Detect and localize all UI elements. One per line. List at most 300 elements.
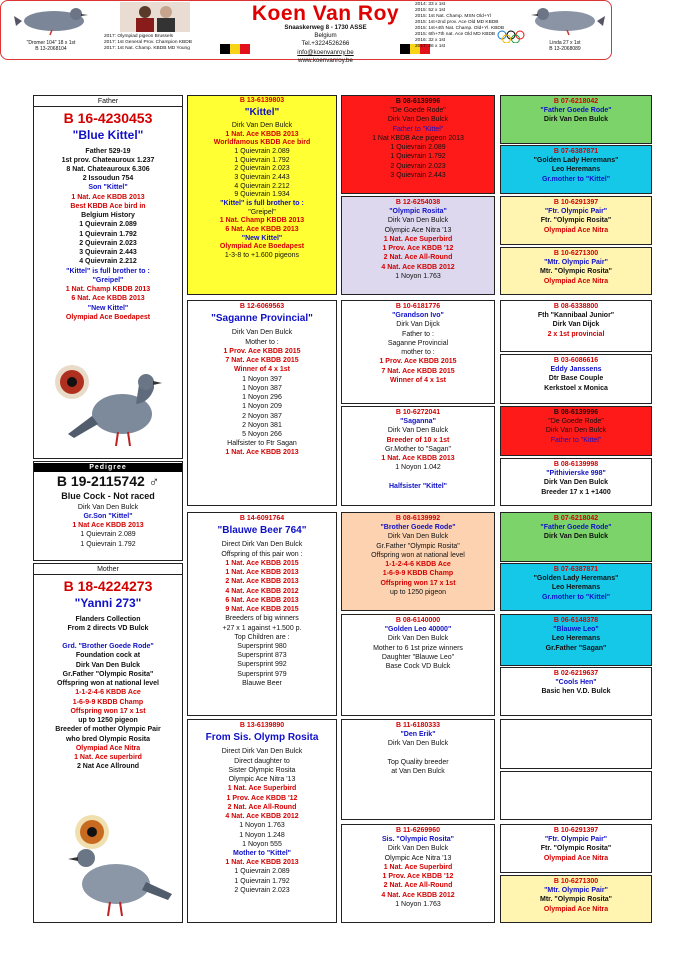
- info-line: "Father Goede Rode": [540, 107, 612, 115]
- info-line: Father 529-19: [85, 147, 131, 155]
- info-line: "Cools Hen": [555, 679, 597, 687]
- gen4-lines: [501, 574, 651, 602]
- info-line: 1 Quievrain 2.089: [390, 144, 446, 152]
- info-line: "New Kittel": [87, 304, 129, 312]
- gen4-card: [500, 824, 652, 873]
- info-line: 1 Noyon 397: [242, 375, 282, 383]
- gen4-lines: [501, 156, 651, 184]
- gen4-card: [500, 614, 652, 666]
- info-line: Fth "Kannibaal Junior": [537, 312, 615, 320]
- info-line: 1 Nat. Ace KBDB 2013: [225, 569, 299, 577]
- address-line: www.koenvanroy.be: [298, 56, 353, 64]
- gen3-lines: [342, 311, 494, 385]
- info-line: Dirk Van Dijck: [396, 321, 440, 329]
- info-line: "Saganna": [400, 418, 436, 426]
- info-line: 3 Quievrain 2.443: [79, 249, 137, 257]
- gen2-lines: [188, 122, 336, 261]
- info-line: Leo Heremans: [551, 635, 601, 643]
- gen4-card: [500, 196, 652, 245]
- info-line: 1 Prov. Ace KBDB 2015: [379, 358, 457, 366]
- gen4-ring: B 08-6139996: [553, 409, 599, 416]
- info-line: 1-6-9-9 KBDB Champ: [382, 570, 454, 578]
- info-line: Supersprint 980: [237, 643, 287, 650]
- info-line: Dirk Van Den Bulck: [543, 479, 609, 487]
- info-line: 2 Nat. Ace All-Round: [383, 882, 453, 890]
- gen4-card: [500, 300, 652, 352]
- father-pigeon-photo-icon: [62, 358, 174, 456]
- info-line: up to 1250 pigeon: [78, 717, 138, 725]
- info-line: Olympiad Ace Nitra: [543, 277, 609, 285]
- address-line: Tel.+3224526266: [301, 40, 350, 48]
- info-line: Best KBDB Ace bird in: [70, 202, 146, 210]
- info-line: 1 Nat Ace KBDB 2013: [72, 522, 144, 530]
- info-line: Dirk Van Den Bulck: [75, 661, 141, 669]
- info-line: Olympic Ace Nitra '13: [384, 854, 452, 862]
- info-line: Offspring won 17 x 1st: [380, 579, 456, 587]
- info-line: Gr.Mother to "Sagan": [384, 445, 452, 453]
- gen2-name: "Blauwe Beer 764": [217, 525, 307, 537]
- info-line: 1 Nat. Champ KBDB 2013: [65, 286, 151, 294]
- gen4-lines: [501, 469, 651, 497]
- info-line: 2 Issoudun 754: [82, 175, 134, 183]
- pigeon-right-icon: [525, 4, 605, 36]
- gen3-card: [341, 196, 495, 295]
- info-line: 4 Nat. Ace KBDB 2012: [225, 587, 299, 595]
- info-line: Top Quality breeder: [387, 758, 449, 766]
- info-line: Dirk Van Den Bulck: [231, 122, 293, 130]
- gen3-ring: B 08-6139996: [395, 98, 441, 105]
- gen3-ring: B 11-6269960: [396, 827, 440, 834]
- info-line: 1 Noyon 296: [242, 394, 282, 402]
- info-line: "De Goede Rode": [390, 107, 446, 115]
- gen3-lines: [342, 417, 494, 491]
- info-line: 6 Nat. Ace KBDB 2013: [225, 596, 299, 604]
- info-line: 1 Prov. Ace KBDB '12: [382, 245, 454, 253]
- address-line: Belgium: [314, 32, 337, 40]
- info-line: "Mtr. Olympic Pair": [544, 887, 608, 895]
- gen3-ring: B 10-6272041: [395, 409, 441, 416]
- gen2-ring: B 13-6139890: [239, 722, 285, 729]
- right-caption: [530, 40, 600, 52]
- gen4-ring: B 10-6291397: [553, 199, 599, 206]
- info-line: Belgium History: [81, 212, 135, 220]
- info-line: Dirk Van Den Bulck: [387, 635, 449, 643]
- info-line: Halfsister "Kittel": [389, 482, 447, 490]
- belgian-flag-left-icon: [220, 44, 250, 54]
- caption-line: B 13-2068104: [35, 46, 67, 52]
- info-line: 2 Nat Ace Allround: [76, 763, 140, 771]
- gen3-ring: B 11-6180333: [396, 722, 440, 729]
- gen4-card: [500, 667, 652, 716]
- info-line: 1 Noyon 555: [242, 840, 282, 848]
- info-line: 1 Nat. Ace KBDB 2013: [225, 130, 299, 138]
- info-line: Dirk Van Den Bulck: [387, 533, 449, 541]
- info-line: 1 Noyon 1.763: [239, 822, 285, 830]
- gen4-lines: [501, 258, 651, 286]
- gen3-card: [341, 719, 495, 820]
- info-line: "Kittel" is full brother to :: [220, 200, 304, 208]
- gen3-ring: B 10-6181776: [395, 303, 441, 310]
- info-line: 1 Quievrain 2.089: [79, 221, 137, 229]
- info-line: Mother to :: [245, 338, 279, 346]
- info-line: "Mtr. Olympic Pair": [544, 259, 608, 267]
- info-line: Breeder 17 x 1 +1400: [541, 488, 611, 496]
- gen3-ring: B 08-6139992: [395, 515, 441, 522]
- info-line: 9 Nat. Ace KBDB 2015: [225, 606, 299, 614]
- info-line: From 2 directs VD Bulck: [67, 624, 149, 632]
- gen4-lines: [501, 311, 651, 339]
- info-line: Supersprint 873: [237, 652, 287, 660]
- info-line: 1-1-2-4-6 KBDB Ace: [75, 689, 141, 697]
- info-line: Offspring won at national level: [371, 551, 465, 559]
- father-lines: [34, 147, 182, 322]
- info-line: 2016: 32 x 1st: [415, 37, 446, 43]
- info-line: 1 Nat. Ace KBDB 2013: [225, 859, 299, 867]
- info-line: Gr.Son "Kittel": [83, 512, 133, 520]
- info-line: Top Children are :: [234, 633, 290, 641]
- info-line: 4 Nat. Ace KBDB 2012: [381, 263, 455, 271]
- gen4-card: [500, 145, 652, 194]
- pedigree-card: [33, 461, 183, 561]
- gen3-lines: [342, 106, 494, 180]
- breeder-name: Koen Van Roy: [251, 2, 400, 25]
- caption-line: B 13-2068089: [549, 46, 581, 52]
- info-line: Breeder of mother Olympic Pair: [55, 726, 161, 734]
- info-line: 1 Quievrain 1.792: [79, 230, 137, 238]
- info-line: 3 Quievrain 2.443: [390, 171, 446, 179]
- info-line: 1 Noyon 1.248: [239, 831, 285, 839]
- info-line: "Golden Leo 40000": [384, 626, 452, 634]
- gen2-card: [187, 95, 337, 295]
- gen4-ring: B 08-6338800: [553, 303, 599, 310]
- info-line: 1-1-2-4-6 KBDB Ace: [385, 561, 451, 569]
- info-line: Supersprint 979: [237, 670, 287, 678]
- info-line: "New Kittel": [241, 234, 283, 242]
- gen4-card: [500, 563, 652, 611]
- info-line: 2015: 6th+7th nat. Ace Old MD KBDB: [415, 31, 496, 37]
- gen4-ring: B 07-6218042: [553, 515, 599, 522]
- info-line: 1 Nat. Ace Superbird: [383, 863, 453, 871]
- gen4-ring: B 10-6271300: [553, 250, 599, 257]
- info-line: 1 Nat. Ace KBDB 2013: [225, 449, 299, 457]
- info-line: Dirk Van Den Bulck: [543, 116, 609, 124]
- info-line: Dirk Van Den Bulck: [543, 533, 609, 541]
- info-line: 1 Noyon 387: [242, 384, 282, 392]
- info-line: 3 Quievrain 2.443: [234, 174, 290, 182]
- info-line: Kerkstoel x Monica: [544, 384, 608, 392]
- info-line: Olympiad Ace Nitra: [543, 854, 609, 862]
- info-line: "Den Erik": [400, 731, 436, 739]
- info-line: 2 Quievrain 2.023: [234, 165, 290, 173]
- info-line: 1st prov. Chateauroux 1.237: [61, 156, 155, 164]
- info-line: up to 1250 pigeon: [389, 588, 447, 596]
- gen3-card: [341, 512, 495, 611]
- gen2-card: [187, 719, 337, 923]
- info-line: Olympiad Ace Nitra: [75, 744, 141, 752]
- info-line: "Olympic Rosita": [389, 208, 447, 216]
- mother-label: Mother: [34, 565, 182, 575]
- info-line: "Kittel" is full brother to :: [66, 267, 150, 275]
- caption-line: "Dromer 104" 18 x 1st: [26, 40, 76, 46]
- gen4-card: [500, 875, 652, 923]
- pedigree-label: Pedigree: [34, 463, 182, 472]
- gen4-ring: B 07-6387871: [553, 148, 599, 155]
- info-line: Saganne Provincial: [387, 339, 449, 347]
- info-line: Dirk Van Den Bulck: [387, 845, 449, 853]
- gen2-ring: B 13-6139803: [239, 97, 285, 104]
- gen4-card: [500, 406, 652, 456]
- info-line: at Van Den Bulck: [391, 768, 445, 776]
- info-line: Offspring won at national level: [57, 680, 159, 688]
- gen3-card: [341, 300, 495, 404]
- gen4-lines: [501, 207, 651, 235]
- info-line: Sis. "Olympic Rosita": [382, 836, 454, 844]
- gen2-name: "Saganne Provincial": [211, 313, 313, 325]
- info-line: Olympic Ace Nitra '13: [384, 226, 452, 234]
- info-line: Gr.mother to "Kittel": [541, 593, 611, 601]
- info-line: Gr.mother to "Kittel": [541, 175, 611, 183]
- info-line: Basic hen V.D. Bulck: [541, 688, 611, 696]
- info-line: Olympiad Ace Nitra: [543, 226, 609, 234]
- info-line: "Pithivierske 998": [546, 470, 606, 478]
- info-line: 2 Quievrain 2.023: [390, 162, 446, 170]
- award-line: 2017: Olympiad pigeon Brussels: [104, 34, 174, 39]
- mother-pigeon-photo-icon: [58, 836, 178, 920]
- info-line: Dtr Base Couple: [548, 375, 604, 383]
- gen4-lines: [501, 678, 651, 696]
- gen3-card: [341, 824, 495, 923]
- gen2-card: [187, 300, 337, 506]
- gen4-ring: B 07-6218042: [553, 98, 599, 105]
- info-line: Olympiad Ace Boedapest: [219, 243, 305, 251]
- gen4-lines: [501, 365, 651, 393]
- info-line: Direct daughter to: [234, 757, 290, 765]
- info-line: 1 Nat. Ace KBDB 2013: [381, 455, 455, 463]
- info-line: Father to :: [402, 330, 434, 338]
- gen2-ring: B 12-6069563: [239, 303, 285, 310]
- info-line: 1 Noyon 209: [242, 403, 282, 411]
- info-line: Ftr. "Olympic Rosita": [540, 217, 612, 225]
- info-line: Breeder of 10 x 1st: [386, 436, 450, 444]
- info-line: "Father Goede Rode": [540, 524, 612, 532]
- info-line: Winner of 4 x 1st: [390, 376, 446, 384]
- info-line: 1 Nat. Ace Superbird: [227, 785, 297, 793]
- info-line: Dirk Van Den Bulck: [231, 329, 293, 337]
- olympic-rings-icon: [497, 30, 525, 43]
- gen3-card: [341, 614, 495, 716]
- owner-photo-icon: [120, 2, 190, 32]
- info-line: "Grandson Ivo": [392, 312, 444, 320]
- gen4-ring: B 10-6271300: [553, 878, 599, 885]
- info-line: "Ftr. Olympic Pair": [544, 836, 608, 844]
- header-banner: [0, 0, 612, 64]
- pedigree-ring: B 19-2115742 ♂: [56, 473, 160, 490]
- gen3-ring: B 08-6140000: [395, 617, 441, 624]
- info-line: Mtr. "Olympic Rosita": [540, 896, 612, 904]
- info-line: "Ftr. Olympic Pair": [544, 208, 608, 216]
- father-label: Father: [34, 97, 182, 107]
- info-line: 2014: 33 x 1st: [415, 2, 446, 7]
- info-line: 1 Nat. Ace Superbird: [383, 235, 453, 243]
- gen2-name: "Kittel": [244, 106, 280, 118]
- mother-lines: [34, 615, 182, 772]
- info-line: Mother to 6 1st prize winners: [373, 644, 463, 652]
- gen4-card: [500, 354, 652, 404]
- info-line: Dirk Van Den Bulck: [387, 116, 449, 124]
- gen4-lines: [501, 106, 651, 124]
- info-line: 2015: 52 x 1st: [415, 7, 446, 13]
- info-line: Worldfamous KBDB Ace bird: [213, 139, 311, 147]
- info-line: 1-6-9-9 KBDB Champ: [72, 698, 144, 706]
- info-line: "Golden Lady Heremans": [533, 575, 619, 583]
- info-line: Supersprint 992: [237, 661, 287, 669]
- gen4-card: [500, 719, 652, 769]
- info-line: 7 Nat. Ace KBDB 2015: [381, 367, 455, 375]
- info-line: 2 x 1st provincial: [547, 330, 605, 338]
- pedigree-sub: Blue Cock - Not raced: [61, 490, 155, 501]
- info-line: 1 Quievrain 2.089: [234, 868, 290, 876]
- info-line: 2 Noyon 387: [242, 412, 282, 420]
- gen4-card: [500, 247, 652, 295]
- info-line: Halfsister to Ftr Sagan: [227, 440, 297, 448]
- info-line: Mother to "Kittel": [233, 850, 291, 857]
- gen2-lines: [188, 540, 336, 688]
- info-line: Gr.Father "Olympic Rosita": [62, 670, 154, 678]
- left-caption: [16, 40, 86, 52]
- info-line: Offspring won 17 x 1st: [70, 707, 146, 715]
- info-line: 1 Prov. Ace KBDB 2015: [223, 347, 301, 355]
- info-line: "De Goede Rode": [548, 418, 604, 426]
- info-line: 1 Noyon 1.763: [395, 900, 441, 908]
- info-line: Father to "Kittel": [550, 436, 602, 444]
- gen2-name: From Sis. Olymp Rosita: [205, 732, 319, 744]
- info-line: "Golden Lady Heremans": [533, 157, 619, 165]
- info-line: [342, 473, 494, 482]
- info-line: 2 Nat. Ace All-Round: [227, 803, 297, 811]
- info-line: who bred Olympic Rosita: [65, 735, 150, 743]
- info-line: 1 Prov. Ace KBDB '12: [226, 794, 298, 802]
- info-line: 6 Nat. Ace KBDB 2013: [225, 226, 299, 234]
- info-line: Dirk Van Den Bulck: [387, 217, 449, 225]
- info-line: 6 Nat. Ace KBDB 2013: [71, 295, 145, 303]
- info-line: 2 Quievrain 2.023: [79, 239, 137, 247]
- gen4-lines: [501, 835, 651, 863]
- info-line: 1 Nat. Ace KBDB 2013: [71, 193, 145, 201]
- right-award-list: [415, 2, 504, 50]
- gen4-ring: B 07-6387871: [553, 566, 599, 573]
- father-card: [33, 95, 183, 459]
- info-line: Sister Olympic Rosita: [228, 766, 296, 774]
- gen3-lines: [342, 625, 494, 671]
- mother-name: "Yanni 273": [74, 595, 142, 610]
- info-line: 1 Prov. Ace KBDB '12: [382, 873, 454, 881]
- info-line: Grd. "Brother Goede Rode": [62, 643, 154, 651]
- info-line: 2015: 1st+2nd prov. Ace Old MD KBDB: [415, 19, 499, 25]
- gen3-lines: [342, 835, 494, 909]
- info-line: Blauwe Beer: [242, 679, 282, 687]
- gen3-lines: [342, 523, 494, 597]
- info-line: Dirk Van Den Bulck: [387, 740, 449, 748]
- info-line: 4 Nat. Ace KBDB 2012: [381, 891, 455, 899]
- mother-card: [33, 563, 183, 923]
- gen2-lines: [188, 328, 336, 457]
- mother-ring: B 18-4224273: [63, 578, 153, 595]
- info-line: 2015: 1st+4th Nat. Champ. Old+Yl. KBDB: [415, 25, 505, 31]
- info-line: Offspring of this pair won :: [221, 550, 303, 558]
- info-line: Olympiad Ace Boedapest: [65, 313, 151, 321]
- info-line: Olympic Ace Nitra '13: [228, 776, 296, 784]
- father-ring: B 16-4230453: [63, 110, 153, 127]
- father-name: "Blue Kittel": [72, 127, 144, 142]
- info-line: +27 x 1 against +1.500 p.: [222, 624, 302, 632]
- info-line: Daughter "Blauwe Leo": [381, 653, 455, 661]
- award-line: 2017: 1st Nat. Champ. KBDB MD Young: [104, 45, 190, 51]
- pedigree-lines: [34, 503, 182, 549]
- info-line: Breeders of big winners: [225, 615, 299, 623]
- caption-line: Linda 27 x 1st: [549, 40, 581, 46]
- info-line: 1 Quievrain 1.792: [80, 540, 136, 548]
- gen4-ring: B 10-6291397: [553, 827, 599, 834]
- info-line: Olympiad Ace Nitra: [543, 905, 609, 913]
- info-line: Direct Dirk Van Den Bulck: [221, 748, 303, 756]
- info-line: 1-3-8 to +1.600 pigeons: [224, 252, 300, 260]
- info-line: 2015: 1st Nat. Champ. MSN Old+Yl: [415, 13, 491, 19]
- info-line: [342, 749, 494, 758]
- info-line: 2017: 36 x 1st: [415, 43, 446, 49]
- info-line: Eddy Janssens: [550, 366, 602, 374]
- gen4-card: [500, 512, 652, 562]
- info-line: 4 Nat. Ace KBDB 2012: [225, 813, 299, 821]
- address-line: Snaaskerweg 8 - 1730 ASSE: [284, 24, 367, 31]
- gen4-lines: [501, 625, 651, 653]
- info-line: 1 Quievrain 1.792: [390, 153, 446, 161]
- info-line: Foundation cock at: [75, 652, 141, 660]
- gen4-lines: [501, 523, 651, 541]
- info-line: 1 Nat. Champ KBDB 2013: [219, 217, 305, 225]
- gen2-lines: [188, 747, 336, 895]
- info-line: Dirk Van Den Bulck: [77, 503, 139, 511]
- gen4-lines: [501, 417, 651, 445]
- info-line: Son "Kittel": [88, 184, 128, 192]
- left-award-list: [104, 34, 192, 52]
- info-line: Leo Heremans: [551, 166, 601, 174]
- gen4-ring: B 03-6086616: [553, 357, 599, 364]
- info-line: 4 Quievrain 2.212: [234, 182, 290, 190]
- info-line: 1 Quievrain 2.089: [80, 531, 136, 539]
- gen4-ring: B 02-6219637: [553, 670, 599, 677]
- info-line: 2 Noyon 381: [242, 421, 282, 429]
- info-line: 1 Quievrain 1.792: [234, 156, 290, 164]
- info-line: Winner of 4 x 1st: [234, 366, 290, 374]
- info-line: 1 Noyon 1.042: [395, 464, 441, 472]
- info-line: Base Cock VD Bulck: [385, 663, 451, 671]
- info-line: 7 Nat. Ace KBDB 2015: [225, 357, 299, 365]
- info-line: 1 Nat. Ace KBDB 2015: [225, 559, 299, 567]
- gen3-lines: [342, 730, 494, 776]
- award-line: 2017: 1st General Prov. Champion KBDB: [104, 39, 192, 45]
- gen3-card: [341, 95, 495, 194]
- info-line: 1 Nat KBDB Ace pigeon 2013: [372, 134, 464, 142]
- info-line: "Greipel": [248, 208, 276, 216]
- info-line: 1 Nat. Ace superbird: [74, 754, 142, 762]
- info-line: 1 Noyon 1.763: [395, 272, 441, 280]
- gen3-lines: [342, 207, 494, 281]
- info-line: 4 Quievrain 2.212: [79, 258, 137, 266]
- info-line: [34, 633, 182, 642]
- info-line: Dirk Van Den Bulck: [545, 427, 607, 435]
- info-line: "Greipel": [92, 276, 124, 284]
- info-line: 8 Nat. Chateauroux 6.306: [66, 166, 150, 173]
